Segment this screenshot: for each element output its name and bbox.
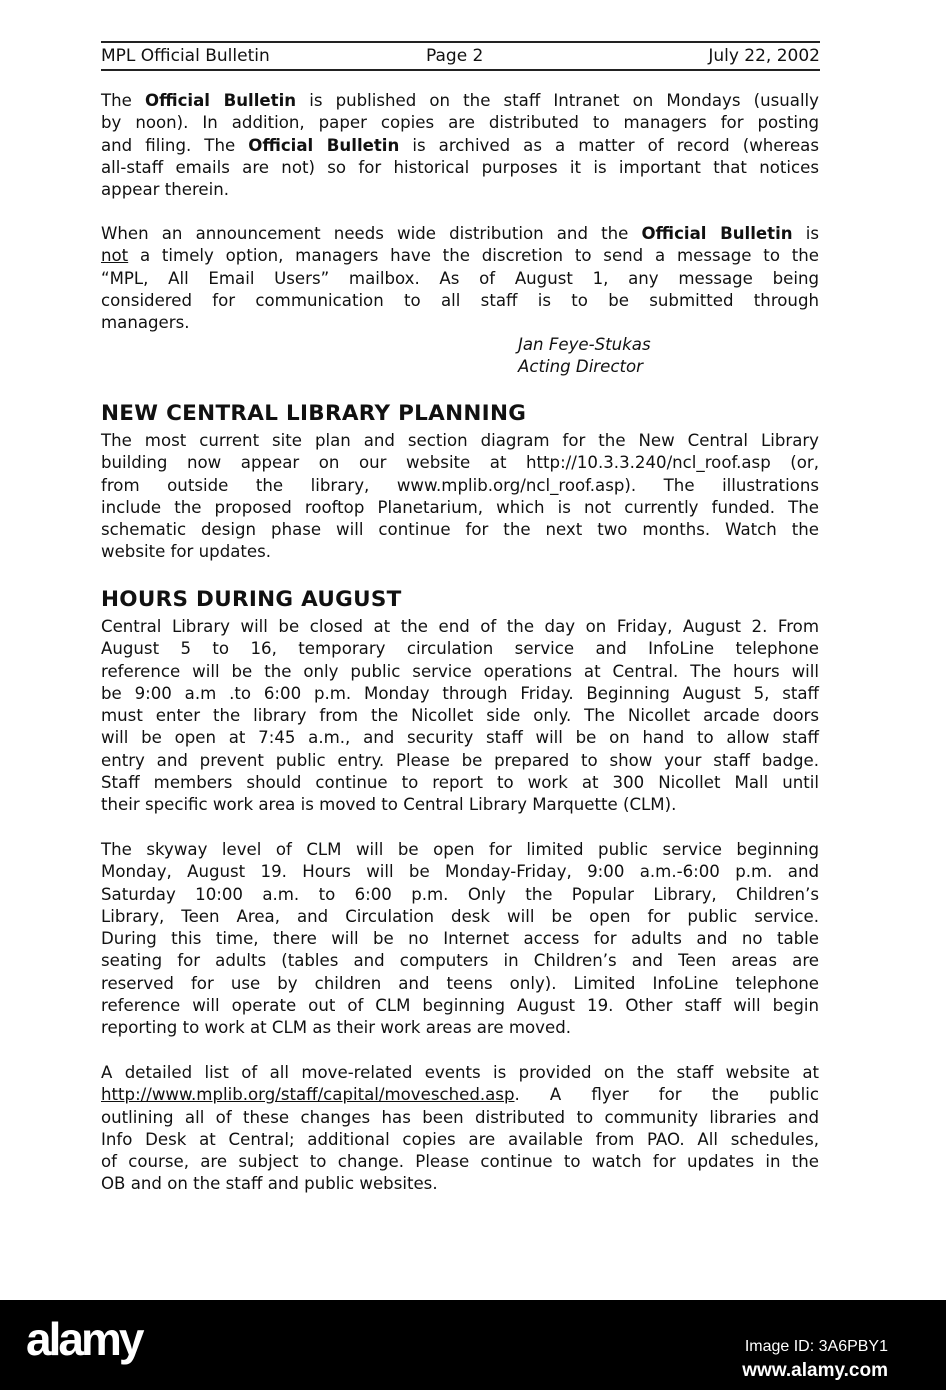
text-line <box>101 312 819 334</box>
text: from outside the library, www.mplib.org/ncl_roof.asp). The illustrations <box>101 475 819 495</box>
text-line <box>101 245 819 267</box>
text-line <box>101 705 819 727</box>
text-line <box>101 1151 819 1173</box>
watermark-band <box>0 1300 946 1390</box>
text: is <box>792 224 819 243</box>
text-line <box>101 112 819 134</box>
text: Staff members should continue to report to work at 300 Nicollet Mall until <box>101 773 819 793</box>
text-line <box>101 661 819 683</box>
text: reserved for use by children and teens only). Limited InfoLine telephone <box>101 973 819 993</box>
text-line <box>101 772 819 794</box>
text-line <box>101 497 819 519</box>
paragraph-hours-clm <box>101 839 819 1040</box>
bold-text: Official Bulletin <box>248 135 400 155</box>
paragraph-planning <box>101 430 819 564</box>
text: is published on the staff Intranet on Mondays (usually <box>296 91 819 110</box>
text-line <box>101 906 819 928</box>
text-line <box>101 995 819 1017</box>
text: reference will be the only public service operations at Central. The hours will <box>101 661 819 681</box>
text: The skyway level of CLM will be open for limited public service beginning <box>101 840 819 859</box>
text: The most current site plan and section diagram for the New Central Library <box>101 431 819 450</box>
text-line <box>101 794 819 816</box>
text: must enter the library from the Nicollet side only. The Nicollet arcade doors <box>101 706 819 726</box>
paragraph-hours-central <box>101 616 819 817</box>
text-line <box>101 179 819 201</box>
text-line <box>101 1173 819 1195</box>
heading-hours: HOURS DURING AUGUST <box>101 587 402 612</box>
bold-text: Official Bulletin <box>641 224 793 243</box>
text-line <box>101 638 819 660</box>
text-line <box>101 475 819 497</box>
signature-name: Jan Feye-Stukas <box>518 335 651 354</box>
text-line <box>101 290 819 312</box>
text-line <box>101 973 819 995</box>
text-line <box>101 928 819 950</box>
text: website for updates. <box>101 542 272 562</box>
text-line <box>101 683 819 705</box>
paragraph-publication <box>101 90 819 201</box>
text-line <box>101 452 819 474</box>
text: their specific work area is moved to Central Library Marquette (CLM). <box>101 795 677 815</box>
text-line <box>101 950 819 972</box>
text-line <box>101 1129 819 1151</box>
text-line <box>101 1062 819 1084</box>
text: During this time, there will be no Internet access for adults and no table <box>101 929 819 949</box>
text: reporting to work at CLM as their work areas are moved. <box>101 1018 571 1038</box>
text: will be open at 7:45 a.m., and security staff will be on hand to allow staff <box>101 728 819 748</box>
page-header <box>101 44 820 68</box>
signature-title: Acting Director <box>518 357 643 376</box>
text: reference will operate out of CLM beginning August 19. Other staff will begin <box>101 996 819 1016</box>
text: all-staff emails are not) so for historical purposes it is important that notices <box>101 157 819 177</box>
text: August 5 to 16, temporary circulation service and InfoLine telephone <box>101 639 819 659</box>
text-line <box>101 616 819 638</box>
text: Info Desk at Central; additional copies are available from PAO. All schedules, <box>101 1129 819 1149</box>
text: Monday, August 19. Hours will be Monday-Friday, 9:00 a.m.-6:00 p.m. and <box>101 862 819 882</box>
text: and filing. The <box>101 135 249 155</box>
text-line <box>101 157 819 179</box>
image-id: Image ID: 3A6PBY1 <box>744 1338 888 1355</box>
page-number: Page 2 <box>426 46 484 66</box>
text-line <box>101 541 819 563</box>
text-line <box>101 430 819 452</box>
text: entry and prevent public entry. Please be prepared to show your staff badge. <box>101 750 819 770</box>
text: . A flyer for the public <box>514 1085 819 1105</box>
text: a timely option, managers have the discretion to send a message to the <box>128 246 819 266</box>
text: When an announcement needs wide distribution and the <box>101 224 642 243</box>
bulletin-date: July 22, 2002 <box>708 46 820 66</box>
heading-planning: NEW CENTRAL LIBRARY PLANNING <box>101 401 527 426</box>
text: Saturday 10:00 a.m. to 6:00 p.m. Only the Popular Library, Children’s <box>101 884 819 904</box>
link[interactable]: http://www.mplib.org/staff/capital/movesched.asp <box>101 1085 515 1105</box>
text-line <box>101 135 819 157</box>
bold-text: Official Bulletin <box>144 91 297 110</box>
text: by noon). In addition, paper copies are distributed to managers for posting <box>101 113 819 133</box>
text-line <box>101 750 819 772</box>
text: of course, are subject to change. Please continue to watch for updates in the <box>101 1152 819 1172</box>
text: The <box>101 91 145 110</box>
text-line <box>101 839 819 861</box>
text: A detailed list of all move-related events is provided on the staff website at <box>101 1063 819 1082</box>
text: managers. <box>101 313 190 333</box>
text: Central Library will be closed at the end of the day on Friday, August 2. From <box>101 617 819 636</box>
text: seating for adults (tables and computers in Children’s and Teen areas are <box>101 951 819 971</box>
bulletin-name: MPL Official Bulletin <box>101 46 270 66</box>
text: considered for communication to all staff is to be submitted through <box>101 290 819 310</box>
text: OB and on the staff and public websites. <box>101 1174 438 1194</box>
text-line <box>101 90 819 112</box>
text-line <box>101 884 819 906</box>
text: Library, Teen Area, and Circulation desk will be open for public service. <box>101 906 819 926</box>
text: “MPL, All Email Users” mailbox. As of August 1, any message being <box>101 268 819 288</box>
alamy-logo: alamy <box>26 1313 142 1365</box>
text: appear therein. <box>101 180 230 200</box>
text: include the proposed rooftop Planetarium, which is not currently funded. The <box>101 497 819 517</box>
text-line <box>101 1084 819 1106</box>
text: building now appear on our website at http://10.3.3.240/ncl_roof.asp (or, <box>101 453 819 473</box>
paragraph-move-schedule <box>101 1062 819 1196</box>
text: outlining all of these changes has been distributed to community libraries and <box>101 1107 819 1127</box>
watermark-site: www.alamy.com <box>742 1360 888 1381</box>
text-line <box>101 1017 819 1039</box>
text-line <box>101 268 819 290</box>
text-line <box>101 861 819 883</box>
underlined-text: not <box>101 246 129 266</box>
header-top-rule <box>101 41 820 43</box>
text: be 9:00 a.m .to 6:00 p.m. Monday through Friday. Beginning August 5, staff <box>101 683 819 703</box>
header-bottom-rule <box>101 69 820 71</box>
paragraph-distribution <box>101 223 819 334</box>
text-line <box>101 223 819 245</box>
text: schematic design phase will continue for the next two months. Watch the <box>101 520 819 540</box>
text-line <box>101 519 819 541</box>
text-line <box>101 727 819 749</box>
text-line <box>101 1107 819 1129</box>
text: is archived as a matter of record (whereas <box>399 135 819 155</box>
